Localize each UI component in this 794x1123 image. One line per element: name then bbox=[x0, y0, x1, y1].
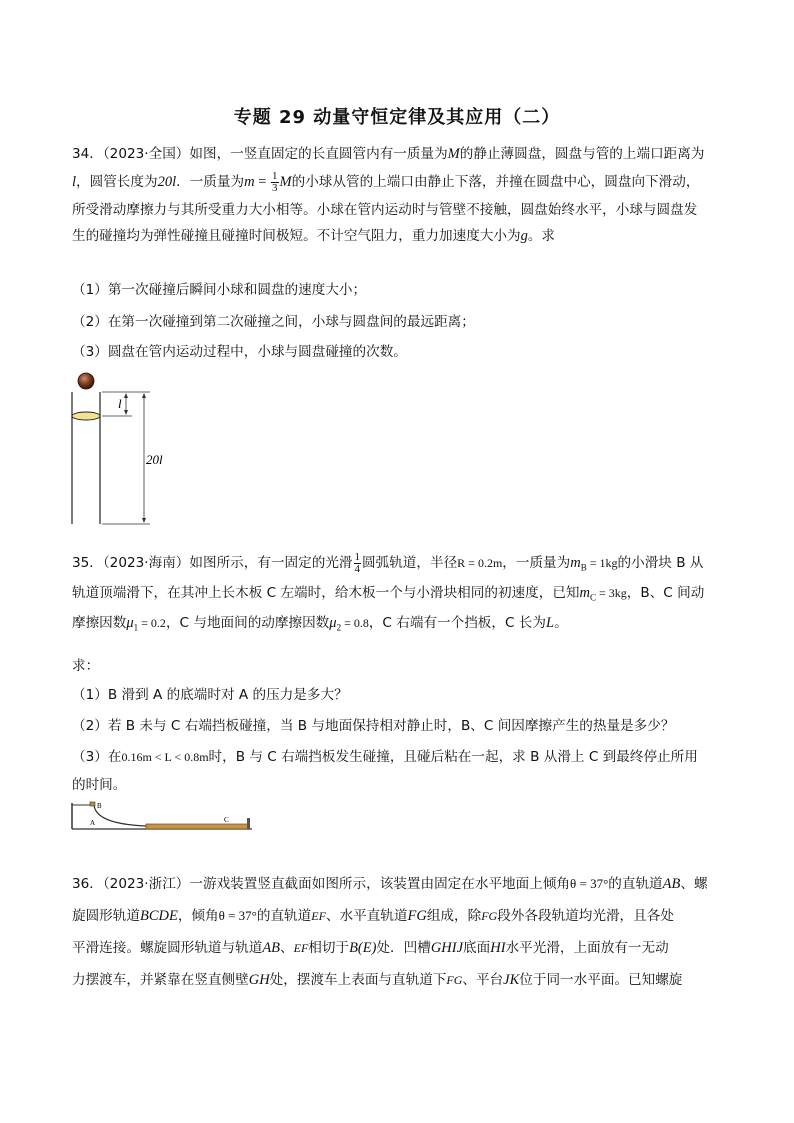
problem-36-line-2: 旋圆形轨道BCDE，倾角θ = 37°的直轨道EF、水平直轨道FG组成，除FG段外各段轨道均光滑，且各处 bbox=[72, 908, 674, 924]
arc-track-board-figure bbox=[66, 801, 256, 831]
problem-34-line-3: 所受滑动摩擦力与其所受重力大小相等。小球在管内运动时与管壁不接触，圆盘始终水平，小球与圆盘发 bbox=[72, 202, 698, 218]
problem-35-ask: 求： bbox=[72, 658, 100, 674]
svg-text:B: B bbox=[97, 802, 102, 810]
problem-36-line-3: 平滑连接。螺旋圆形轨道与轨道AB、EF相切于B(E)处．凹槽GHIJ底面HI水平光滑，上面放有一无动 bbox=[72, 940, 669, 956]
board-C bbox=[146, 824, 248, 829]
problem-36-line-4: 力摆渡车，并紧靠在竖直侧壁GH处，摆渡车上表面与直轨道下FG、平台JK位于同一水平面。已知螺旋 bbox=[72, 972, 683, 988]
problem-34-q1: （1）第一次碰撞后瞬间小球和圆盘的速度大小； bbox=[72, 282, 367, 298]
problem-35-q3-cont: 的时间。 bbox=[72, 777, 127, 793]
tube-disc-figure bbox=[62, 368, 172, 530]
problem-35-line-3: 摩擦因数$\mu_1 = 0.2$，C 与地面间的动摩擦因数$\mu_2 = 0.8$，C 右端有一个挡板，C 长为L。 bbox=[72, 615, 568, 633]
block-B bbox=[90, 802, 95, 806]
end-stop bbox=[247, 818, 250, 829]
label-20l: 20l bbox=[146, 452, 163, 467]
fraction-one-quarter: $\frac{1}{4}$ bbox=[354, 550, 361, 575]
problem-34-q3: （3）圆盘在管内运动过程中，小球与圆盘碰撞的次数。 bbox=[72, 344, 407, 360]
problem-35-line-2: 轨道顶端滑下，在其冲上长木板 C 左端时，给木板一个与小滑块相同的初速度，已知$m_C = 3kg$，B、C 间动 bbox=[72, 585, 705, 603]
fraction-one-third: $\frac{1}{3}$ bbox=[272, 169, 278, 194]
svg-text:A: A bbox=[90, 819, 96, 827]
problem-36-line-1: 36．（2023·浙江）一游戏装置竖直截面如图所示，该装置由固定在水平地面上倾角θ = 37°的直轨道AB、螺 bbox=[72, 876, 708, 892]
problem-34-line-1: 34．（2023·全国）如图，一竖直固定的长直圆管内有一质量为M的静止薄圆盘，圆盘与管的上端口距离为 bbox=[72, 146, 705, 162]
problem-34-line-4: 生的碰撞均为弹性碰撞且碰撞时间极短。不计空气阻力，重力加速度大小为g。求 bbox=[72, 228, 556, 244]
label-l: l bbox=[118, 396, 122, 411]
problem-34 bbox=[72, 141, 724, 249]
ball bbox=[78, 373, 94, 389]
page-title: 专题 29 动量守恒定律及其应用（二） bbox=[233, 107, 561, 128]
problem-36 bbox=[72, 868, 724, 996]
problem-34-line-2: l，圆管长度为20l．一质量为m = $\frac{1}{3}$ M的小球从管的上端口由静止下落，并撞在圆盘中心，圆盘向下滑动， bbox=[72, 169, 700, 194]
thin-disc bbox=[72, 412, 100, 420]
problem-35-line-1: 35．（2023·海南）如图所示，有一固定的光滑 $\frac{1}{4}$ 圆弧轨道，半径R = 0.2m，一质量为$m_B = 1kg$的小滑块 B 从 bbox=[72, 550, 704, 575]
problem-35 bbox=[72, 548, 724, 638]
problem-35-q2: （2）若 B 未与 C 右端挡板碰撞，当 B 与地面保持相对静止时，B、C 间因摩擦产生的热量是多少？ bbox=[72, 718, 675, 734]
problem-35-q1: （1）B 滑到 A 的底端时对 A 的压力是多大？ bbox=[72, 687, 348, 703]
quarter-arc-track bbox=[94, 805, 146, 826]
problem-35-q3: （3）在0.16m < L < 0.8m时，B 与 C 右端挡板发生碰撞，且碰后粘在一起，求 B 从滑上 C 到最终停止所用 bbox=[72, 749, 698, 765]
svg-text:C: C bbox=[224, 816, 229, 824]
problem-34-q2: （2）在第一次碰撞到第二次碰撞之间，小球与圆盘间的最远距离； bbox=[72, 314, 475, 330]
